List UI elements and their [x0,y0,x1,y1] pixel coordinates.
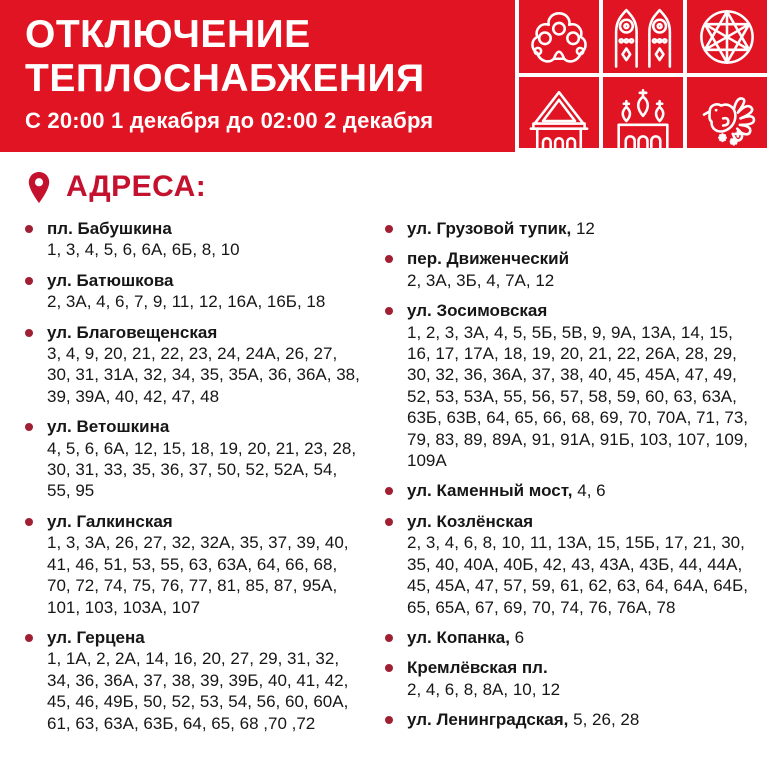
bullet-icon [385,255,393,263]
ornament-tile-grid [515,0,767,152]
address-item [25,270,361,313]
house-numbers: 2, 3А, 3Б, 4, 7А, 12 [407,270,555,290]
twin-towers-icon [603,0,683,73]
address-text [47,270,325,313]
street-name: ул. Галкинская [47,511,173,531]
address-text [407,248,569,291]
address-text [47,511,361,618]
address-item [385,480,753,501]
bullet-icon [25,518,33,526]
addresses-heading [27,170,753,204]
address-column-right [385,218,753,740]
address-item [385,300,753,471]
bullet-icon [385,664,393,672]
address-text [407,511,753,618]
street-name: пер. Движенческий [407,249,570,269]
address-text [407,657,560,700]
cathedral-icon [603,77,683,148]
address-text [407,218,595,239]
bullet-icon [25,277,33,285]
bullet-icon [385,225,393,233]
bullet-icon [385,634,393,642]
rosette-icon [687,0,767,73]
bullet-icon [25,634,33,642]
house-numbers: 1, 1А, 2, 2А, 14, 16, 20, 27, 29, 31, 32, 34, 36, 36А, 37, 38, 39, 39Б, 40, 41, 42, 45, 46, 49Б, 50, 52, 53, 54, 56, 60, 60А, 61, 63, 63А, 63Б, 64, 65, 68 ,70 ,72 [47,649,349,733]
title-line-1: ОТКЛЮЧЕНИЕ [25,13,311,56]
bullet-icon [25,423,33,431]
street-name: ул. Козлёнская [407,511,534,531]
address-text [407,709,639,730]
house-numbers: 1, 2, 3, 3А, 4, 5, 5Б, 5В, 9, 9А, 13А, 14, 15, 16, 17, 17А, 18, 19, 20, 21, 22, 26А, 28, 29, 30, 32, 36, 36А, 37, 38, 40, 45, 45А, 47, 49, 52, 53, 53А, 55, 56, 57, 58, 59, 60, 63, 63А, 63Б, 63В, 64, 65, 66, 68, 69, 70, 70А, 71, 73, 79, 83, 89, 89А, 91, 91А, 91Б, 103, 107, 109, 109А [407,322,749,471]
page-title [25,13,433,101]
header-text [25,13,433,134]
house-numbers: 2, 3, 4, 6, 8, 10, 11, 13А, 15, 15Б, 17, 21, 30, 35, 40, 40А, 40Б, 42, 43, 43А, 43Б, 44, 44А, 45, 45А, 47, 57, 59, 61, 62, 63, 64, 64А, 64Б, 65, 65А, 67, 69, 70, 74, 76, 76А, 78 [407,533,749,617]
house-numbers: 2, 4, 6, 8, 8А, 10, 12 [407,679,561,699]
house-numbers: 6 [514,627,525,647]
address-section [0,152,767,743]
street-name: Кремлёвская пл. [407,658,548,678]
shutdown-period: С 20:00 1 декабря до 02:00 2 декабря [25,108,434,134]
address-item [25,627,361,734]
street-name: ул. Копанка, [407,627,510,647]
address-column-left [25,218,361,743]
address-text [47,627,361,734]
address-text [47,416,361,502]
lace-bird-icon [687,77,767,148]
address-item [25,416,361,502]
location-pin-icon [27,171,51,204]
street-name: ул. Каменный мост, [407,481,573,501]
header-banner [0,0,767,152]
address-item [385,627,753,648]
bullet-icon [385,518,393,526]
house-numbers: 2, 3А, 4, 6, 7, 9, 11, 12, 16А, 16Б, 18 [47,292,326,312]
house-numbers: 4, 6 [577,481,606,501]
street-name: пл. Бабушкина [47,219,172,238]
house-numbers: 3, 4, 9, 20, 21, 22, 23, 24, 24А, 26, 27, 30, 31, 31А, 32, 34, 35, 35А, 36, 36А, 38, 39, 39А, 40, 42, 47, 48 [47,344,360,406]
bullet-icon [25,225,33,233]
bullet-icon [385,716,393,724]
address-text [407,480,606,501]
address-item [385,709,753,730]
bullet-icon [385,307,393,315]
street-name: ул. Ленинградская, [407,710,569,730]
address-item [385,248,753,291]
street-name: ул. Грузовой тупик, [407,219,572,238]
address-item [385,657,753,700]
title-line-2: ТЕПЛОСНАБЖЕНИЯ [25,57,425,101]
address-text [47,322,361,408]
address-columns [25,218,753,743]
street-name: ул. Герцена [47,627,145,647]
address-item [25,511,361,618]
address-item [385,511,753,618]
bullet-icon [385,487,393,495]
address-text [407,300,753,471]
house-numbers: 4, 5, 6, 6А, 12, 15, 18, 19, 20, 21, 23, 28, 30, 31, 33, 35, 36, 37, 50, 52, 52А, 54, 55, 95 [47,438,357,501]
address-item [385,218,753,239]
address-item [25,322,361,408]
house-numbers: 1, 3, 4, 5, 6, 6А, 6Б, 8, 10 [47,240,240,260]
house-numbers: 12 [575,219,595,238]
street-name: ул. Благовещенская [47,322,218,342]
house-numbers: 1, 3, 3А, 26, 27, 32, 32А, 35, 37, 39, 40, 41, 46, 51, 53, 55, 63, 63А, 64, 66, 68, 70, 72, 74, 75, 76, 77, 81, 85, 87, 95А, 101, 103, 103А, 107 [47,533,349,617]
street-name: ул. Зосимовская [407,301,548,321]
house-numbers: 5, 26, 28 [573,710,640,730]
wooden-tower-icon [519,77,599,148]
street-name: ул. Батюшкова [47,270,174,290]
kokoshnik-icon [519,0,599,73]
address-item [25,218,361,261]
address-text [407,627,524,648]
bullet-icon [25,329,33,337]
street-name: ул. Ветошкина [47,417,170,437]
address-text [47,218,240,261]
addresses-title: АДРЕСА: [66,170,207,203]
